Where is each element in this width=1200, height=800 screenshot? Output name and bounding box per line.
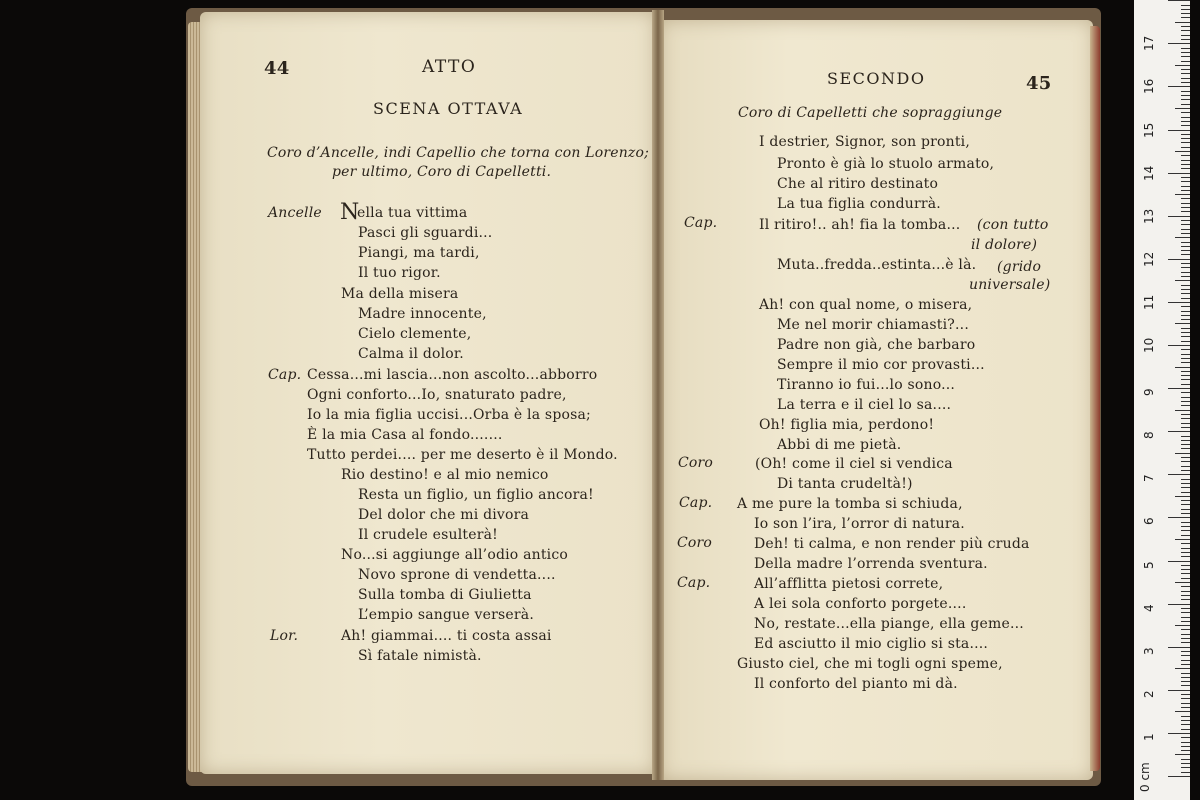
ruler-tick bbox=[1181, 177, 1190, 178]
ruler-tick bbox=[1181, 354, 1190, 355]
ruler-tick bbox=[1181, 311, 1190, 312]
ruler-tick bbox=[1181, 315, 1190, 316]
ruler-tick bbox=[1181, 750, 1190, 751]
ruler-tick bbox=[1181, 487, 1190, 488]
stage-note: (con tutto bbox=[977, 217, 1049, 233]
ruler-tick bbox=[1175, 280, 1190, 281]
ruler-tick bbox=[1181, 190, 1190, 191]
ruler-tick bbox=[1181, 444, 1190, 445]
right-line: La terra e il ciel lo sa.... bbox=[777, 397, 952, 413]
right-line: Muta..fredda..estinta...è là. bbox=[777, 257, 977, 273]
left-line: Il tuo rigor. bbox=[358, 265, 441, 281]
ruler-tick bbox=[1181, 17, 1190, 18]
ruler-tick bbox=[1181, 336, 1190, 337]
ruler-tick bbox=[1181, 254, 1190, 255]
ruler-tick bbox=[1181, 95, 1190, 96]
ruler-tick bbox=[1181, 720, 1190, 721]
ruler-tick bbox=[1181, 707, 1190, 708]
speaker-cap: Cap. bbox=[679, 495, 713, 511]
ruler-tick bbox=[1175, 754, 1190, 755]
ruler-tick bbox=[1181, 379, 1190, 380]
left-line: È la mia Casa al fondo....... bbox=[307, 427, 503, 443]
ruler-tick bbox=[1168, 86, 1190, 87]
left-line: No...si aggiunge all’odio antico bbox=[341, 547, 569, 563]
ruler-tick bbox=[1175, 194, 1190, 195]
ruler-tick bbox=[1181, 724, 1190, 725]
ruler-tick bbox=[1181, 91, 1190, 92]
ruler-number: 15 bbox=[1142, 122, 1156, 138]
speaker-lor: Lor. bbox=[270, 628, 299, 644]
ruler-tick bbox=[1175, 237, 1190, 238]
ruler-tick bbox=[1168, 216, 1190, 217]
ruler-tick bbox=[1181, 48, 1190, 49]
left-line: Novo sprone di vendetta.... bbox=[358, 567, 556, 583]
ruler-tick bbox=[1181, 522, 1190, 523]
ruler-tick bbox=[1181, 763, 1190, 764]
ruler-tick bbox=[1181, 418, 1190, 419]
ruler-tick bbox=[1181, 548, 1190, 549]
ruler-tick bbox=[1175, 496, 1190, 497]
ruler-tick bbox=[1181, 13, 1190, 14]
ruler-tick bbox=[1181, 401, 1190, 402]
ruler-tick bbox=[1181, 349, 1190, 350]
ruler-tick bbox=[1168, 690, 1190, 691]
ruler-tick bbox=[1168, 733, 1190, 734]
speaker-coro: Coro bbox=[677, 535, 713, 551]
ruler-tick bbox=[1175, 453, 1190, 454]
ruler-tick bbox=[1181, 664, 1190, 665]
ruler-tick bbox=[1181, 69, 1190, 70]
ruler-tick bbox=[1181, 233, 1190, 234]
ruler-number: 5 bbox=[1142, 560, 1156, 569]
ruler-tick bbox=[1181, 9, 1190, 10]
ruler-number: 12 bbox=[1142, 251, 1156, 267]
right-line: Io son l’ira, l’orror di natura. bbox=[754, 516, 965, 532]
left-line: L’empio sangue verserà. bbox=[358, 607, 534, 623]
ruler-tick bbox=[1181, 371, 1190, 372]
right-line: Tiranno io fui...lo sono... bbox=[777, 377, 956, 393]
left-line: Ma della misera bbox=[341, 286, 459, 302]
ruler-tick bbox=[1168, 517, 1190, 518]
right-line: Giusto ciel, che mi togli ogni speme, bbox=[737, 656, 1003, 672]
stage-note: (grido bbox=[997, 259, 1042, 275]
ruler-tick bbox=[1181, 655, 1190, 656]
right-running-head: SECONDO bbox=[827, 69, 926, 88]
ruler-tick bbox=[1168, 604, 1190, 605]
ruler-tick bbox=[1181, 729, 1190, 730]
ruler-tick bbox=[1175, 323, 1190, 324]
ruler-tick bbox=[1181, 694, 1190, 695]
speaker-cap: Cap. bbox=[268, 367, 302, 383]
ruler-tick bbox=[1175, 625, 1190, 626]
ruler-tick bbox=[1181, 427, 1190, 428]
ruler-tick bbox=[1181, 530, 1190, 531]
ruler-tick bbox=[1181, 26, 1190, 27]
ruler-tick bbox=[1181, 552, 1190, 553]
ruler-tick bbox=[1181, 164, 1190, 165]
left-page-number: 44 bbox=[264, 58, 290, 79]
ruler-tick bbox=[1175, 711, 1190, 712]
ruler-tick bbox=[1181, 341, 1190, 342]
right-line: A lei sola conforto porgete.... bbox=[754, 596, 967, 612]
stage-direction-line-1: Coro d’Ancelle, indi Capellio che torna con Lorenzo; bbox=[267, 145, 650, 161]
ruler-tick bbox=[1175, 22, 1190, 23]
ruler-tick bbox=[1181, 332, 1190, 333]
ruler-tick bbox=[1168, 259, 1190, 260]
ruler-tick bbox=[1181, 436, 1190, 437]
ruler-tick bbox=[1181, 642, 1190, 643]
right-line: Me nel morir chiamasti?... bbox=[777, 317, 969, 333]
right-line: A me pure la tomba si schiuda, bbox=[737, 496, 963, 512]
ruler-tick bbox=[1175, 151, 1190, 152]
ruler-tick bbox=[1168, 130, 1190, 131]
ruler-tick bbox=[1181, 211, 1190, 212]
ruler-number: 16 bbox=[1142, 79, 1156, 95]
left-line: Del dolor che mi divora bbox=[358, 507, 530, 523]
ruler-tick bbox=[1181, 121, 1190, 122]
ruler-tick bbox=[1181, 737, 1190, 738]
left-line: Cielo clemente, bbox=[358, 326, 472, 342]
right-line: I destrier, Signor, son pronti, bbox=[759, 134, 971, 150]
ruler-tick bbox=[1181, 186, 1190, 187]
ruler-tick bbox=[1168, 302, 1190, 303]
right-line: Sempre il mio cor provasti... bbox=[777, 357, 985, 373]
ruler-tick bbox=[1181, 685, 1190, 686]
ruler-tick bbox=[1181, 565, 1190, 566]
left-line: Cessa...mi lascia...non ascolto...abborro bbox=[307, 367, 598, 383]
ruler-tick bbox=[1181, 112, 1190, 113]
ruler-tick bbox=[1175, 668, 1190, 669]
ruler-tick bbox=[1168, 776, 1190, 777]
ruler-tick bbox=[1181, 397, 1190, 398]
ruler-tick bbox=[1181, 466, 1190, 467]
ruler-tick bbox=[1181, 698, 1190, 699]
left-line: Ogni conforto...Io, snaturato padre, bbox=[307, 387, 567, 403]
left-line: Il crudele esulterà! bbox=[358, 527, 499, 543]
ruler-tick bbox=[1181, 328, 1190, 329]
ruler-tick bbox=[1181, 147, 1190, 148]
ruler-tick bbox=[1181, 5, 1190, 6]
ruler-tick bbox=[1181, 526, 1190, 527]
ruler-number: 7 bbox=[1142, 474, 1156, 483]
ruler-tick bbox=[1168, 388, 1190, 389]
ruler-tick bbox=[1181, 716, 1190, 717]
ruler-tick bbox=[1181, 160, 1190, 161]
ruler-tick bbox=[1181, 155, 1190, 156]
right-line: All’afflitta pietosi correte, bbox=[754, 576, 944, 592]
ruler-tick bbox=[1181, 608, 1190, 609]
ruler-tick bbox=[1168, 647, 1190, 648]
ruler-tick bbox=[1168, 43, 1190, 44]
speaker-ancelle: Ancelle bbox=[268, 205, 322, 221]
speaker-coro: Coro bbox=[678, 455, 714, 471]
right-line: Padre non già, che barbaro bbox=[777, 337, 976, 353]
ruler-tick bbox=[1181, 586, 1190, 587]
ruler-tick bbox=[1168, 345, 1190, 346]
ruler-tick bbox=[1181, 629, 1190, 630]
ruler-tick bbox=[1181, 134, 1190, 135]
ruler-tick bbox=[1181, 242, 1190, 243]
left-running-head: ATTO bbox=[422, 57, 477, 77]
left-line: Rio destino! e al mio nemico bbox=[341, 467, 549, 483]
ruler-tick bbox=[1175, 539, 1190, 540]
ruler-tick bbox=[1181, 612, 1190, 613]
ruler-tick bbox=[1181, 220, 1190, 221]
ruler-number: 6 bbox=[1142, 517, 1156, 526]
ruler-tick bbox=[1181, 306, 1190, 307]
left-line: Resta un figlio, un figlio ancora! bbox=[358, 487, 594, 503]
ruler-tick bbox=[1175, 65, 1190, 66]
ruler-tick bbox=[1175, 582, 1190, 583]
left-line: Sì fatale nimistà. bbox=[358, 648, 482, 664]
ruler-tick bbox=[1181, 461, 1190, 462]
ruler-number: 1 bbox=[1142, 733, 1156, 741]
ruler-tick bbox=[1168, 561, 1190, 562]
ruler-tick bbox=[1181, 138, 1190, 139]
ruler-tick bbox=[1181, 375, 1190, 376]
ruler-tick bbox=[1181, 229, 1190, 230]
left-line: Tutto perdei.... per me deserto è il Mondo. bbox=[307, 447, 618, 463]
ruler-tick bbox=[1181, 224, 1190, 225]
ruler-tick bbox=[1181, 492, 1190, 493]
ruler-tick bbox=[1181, 535, 1190, 536]
ruler-tick bbox=[1181, 448, 1190, 449]
left-line: Ah! giammai.... ti costa assai bbox=[341, 628, 552, 644]
ruler-tick bbox=[1181, 543, 1190, 544]
right-line: Abbi di me pietà. bbox=[777, 437, 902, 453]
ruler-number: 3 bbox=[1142, 647, 1156, 655]
ruler-tick bbox=[1181, 681, 1190, 682]
ruler-tick bbox=[1181, 250, 1190, 251]
ruler-tick bbox=[1181, 272, 1190, 273]
ruler-tick bbox=[1181, 125, 1190, 126]
ruler-tick bbox=[1181, 276, 1190, 277]
ruler-tick bbox=[1181, 673, 1190, 674]
ruler-tick bbox=[1181, 198, 1190, 199]
ruler-tick bbox=[1175, 410, 1190, 411]
ruler-tick bbox=[1181, 423, 1190, 424]
right-line: Il ritiro!.. ah! fia la tomba... bbox=[759, 217, 961, 233]
ruler-tick bbox=[1181, 30, 1190, 31]
ruler-tick bbox=[1181, 267, 1190, 268]
page-edges-right bbox=[1090, 26, 1100, 771]
left-line: Madre innocente, bbox=[358, 306, 487, 322]
ruler-unit-label: 0 cm bbox=[1138, 762, 1152, 792]
ruler-tick bbox=[1181, 392, 1190, 393]
ruler-tick bbox=[1181, 573, 1190, 574]
right-line: Oh! figlia mia, perdono! bbox=[759, 417, 935, 433]
right-line: Della madre l’orrenda sventura. bbox=[754, 556, 988, 572]
ruler-tick bbox=[1181, 470, 1190, 471]
chorus-heading: Coro di Capelletti che sopraggiunge bbox=[738, 105, 1003, 121]
ruler-tick bbox=[1175, 367, 1190, 368]
left-line: Calma il dolor. bbox=[358, 346, 464, 362]
right-line: Pronto è già lo stuolo armato, bbox=[777, 156, 995, 172]
ruler-tick bbox=[1181, 362, 1190, 363]
right-line: Ah! con qual nome, o misera, bbox=[759, 297, 973, 313]
ruler-tick bbox=[1181, 677, 1190, 678]
ruler-tick bbox=[1181, 168, 1190, 169]
right-line: Che al ritiro destinato bbox=[777, 176, 939, 192]
ruler-tick bbox=[1181, 556, 1190, 557]
ruler-tick bbox=[1181, 293, 1190, 294]
ruler-number: 11 bbox=[1142, 294, 1156, 310]
ruler-tick bbox=[1181, 117, 1190, 118]
ruler-tick bbox=[1168, 0, 1190, 1]
speaker-cap: Cap. bbox=[684, 215, 718, 231]
ruler-number: 9 bbox=[1142, 388, 1156, 397]
ruler-tick bbox=[1181, 591, 1190, 592]
drop-cap: N bbox=[340, 200, 360, 225]
right-page-number: 45 bbox=[1026, 73, 1052, 94]
ruler-tick bbox=[1168, 431, 1190, 432]
ruler-number: 10 bbox=[1142, 337, 1156, 353]
right-line: No, restate...ella piange, ella geme... bbox=[754, 616, 1024, 632]
ruler-tick bbox=[1181, 285, 1190, 286]
ruler-tick bbox=[1181, 483, 1190, 484]
ruler-tick bbox=[1181, 759, 1190, 760]
ruler-tick bbox=[1181, 651, 1190, 652]
scene-title: SCENA OTTAVA bbox=[373, 99, 524, 118]
stage-direction-line-2: per ultimo, Coro di Capelletti. bbox=[332, 164, 552, 180]
ruler-number: 2 bbox=[1142, 690, 1156, 698]
ruler-tick bbox=[1181, 35, 1190, 36]
right-line: La tua figlia condurrà. bbox=[777, 196, 941, 212]
speaker-cap: Cap. bbox=[677, 575, 711, 591]
ruler-tick bbox=[1181, 405, 1190, 406]
ruler-tick bbox=[1181, 203, 1190, 204]
ruler-tick bbox=[1181, 142, 1190, 143]
ruler-tick bbox=[1181, 742, 1190, 743]
ruler-tick bbox=[1181, 78, 1190, 79]
left-line: Io la mia figlia uccisi...Orba è la sposa; bbox=[307, 407, 591, 423]
stage-note: il dolore) bbox=[971, 237, 1038, 253]
ruler-tick bbox=[1181, 440, 1190, 441]
ruler-tick bbox=[1181, 263, 1190, 264]
ruler-tick bbox=[1181, 595, 1190, 596]
ruler-tick bbox=[1181, 772, 1190, 773]
ruler-tick bbox=[1181, 767, 1190, 768]
right-line: Ed asciutto il mio ciglio si sta.... bbox=[754, 636, 989, 652]
ruler-tick bbox=[1181, 617, 1190, 618]
ruler-tick bbox=[1181, 504, 1190, 505]
left-line: Piangi, ma tardi, bbox=[358, 245, 480, 261]
right-line: Di tanta crudeltà!) bbox=[777, 476, 913, 492]
ruler-number: 14 bbox=[1142, 165, 1156, 181]
ruler-tick bbox=[1181, 414, 1190, 415]
ruler-tick bbox=[1181, 660, 1190, 661]
ruler-tick bbox=[1181, 82, 1190, 83]
ruler-tick bbox=[1181, 52, 1190, 53]
ruler-number: 17 bbox=[1142, 36, 1156, 52]
measurement-ruler bbox=[1134, 0, 1190, 800]
ruler-tick bbox=[1181, 578, 1190, 579]
ruler-tick bbox=[1181, 509, 1190, 510]
ruler-tick bbox=[1181, 638, 1190, 639]
ruler-tick bbox=[1181, 384, 1190, 385]
right-line: (Oh! come il ciel si vendica bbox=[755, 456, 953, 472]
ruler-tick bbox=[1181, 73, 1190, 74]
ruler-tick bbox=[1181, 703, 1190, 704]
right-line: Il conforto del pianto mi dà. bbox=[754, 676, 958, 692]
stage-note: universale) bbox=[969, 277, 1051, 293]
book-gutter bbox=[652, 10, 664, 780]
ruler-tick bbox=[1181, 500, 1190, 501]
ruler-tick bbox=[1181, 621, 1190, 622]
ruler-tick bbox=[1181, 207, 1190, 208]
ruler-tick bbox=[1181, 599, 1190, 600]
ruler-tick bbox=[1168, 474, 1190, 475]
ruler-tick bbox=[1181, 358, 1190, 359]
ruler-tick bbox=[1181, 513, 1190, 514]
ruler-tick bbox=[1181, 569, 1190, 570]
ruler-tick bbox=[1181, 99, 1190, 100]
ruler-tick bbox=[1181, 61, 1190, 62]
ruler-number: 13 bbox=[1142, 208, 1156, 224]
ruler-tick bbox=[1168, 173, 1190, 174]
ruler-tick bbox=[1181, 289, 1190, 290]
ruler-tick bbox=[1181, 746, 1190, 747]
ruler-number: 8 bbox=[1142, 431, 1156, 440]
ruler-tick bbox=[1175, 108, 1190, 109]
ruler-tick bbox=[1181, 298, 1190, 299]
left-line: Sulla tomba di Giulietta bbox=[358, 587, 532, 603]
ruler-tick bbox=[1181, 319, 1190, 320]
ruler-tick bbox=[1181, 56, 1190, 57]
left-line: Pasci gli sguardi... bbox=[358, 225, 493, 241]
ruler-tick bbox=[1181, 457, 1190, 458]
ruler-tick bbox=[1181, 181, 1190, 182]
ruler-tick bbox=[1181, 39, 1190, 40]
left-line: ella tua vittima bbox=[357, 205, 468, 221]
ruler-tick bbox=[1181, 479, 1190, 480]
ruler-tick bbox=[1181, 246, 1190, 247]
ruler-number: 4 bbox=[1142, 603, 1156, 612]
right-line: Deh! ti calma, e non render più cruda bbox=[754, 536, 1030, 552]
ruler-tick bbox=[1181, 104, 1190, 105]
ruler-tick bbox=[1181, 634, 1190, 635]
